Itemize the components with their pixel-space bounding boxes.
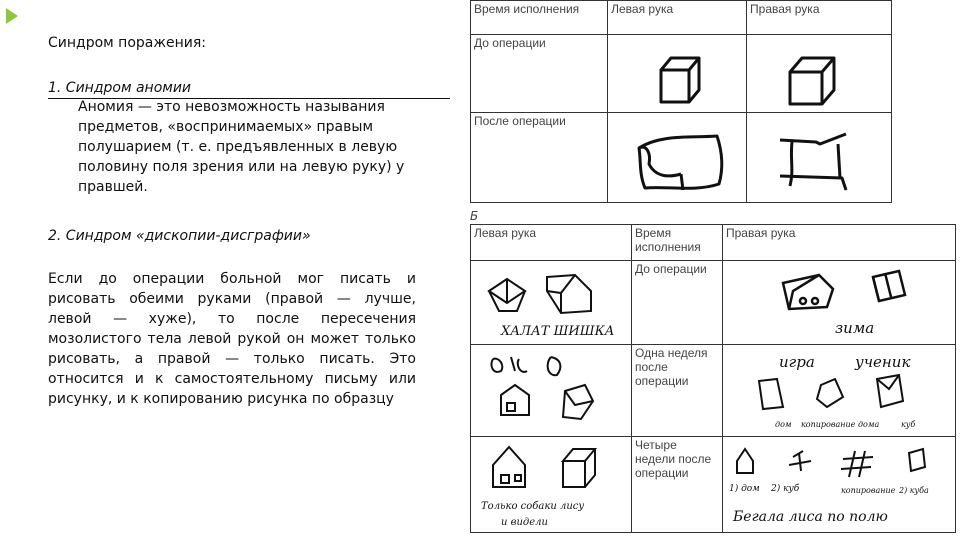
figb-header-left: Левая рука: [471, 225, 632, 261]
figb-r3-caption-3: копирование: [841, 486, 896, 495]
house-drawings-icon: [471, 261, 629, 343]
figb-header-right: Правая рука: [723, 225, 956, 261]
cube-drawing-icon: [750, 36, 886, 108]
dyscopia-paragraph: Если до операции больной мог писать и рисовать обеими руками (правой — лучше, левой — хуже), то после пересечения мозолистого тела левой рукой он может только рисовать, а правой — только писать. Это относится и к самостоятельному письму или рисунку, и к копированию рисунка по образцу: [48, 271, 416, 407]
accent-triangle-icon: [6, 8, 18, 24]
house-drawings-icon: [471, 437, 629, 531]
figa-row-after: После операции: [471, 113, 608, 203]
figa-header-left: Левая рука: [608, 1, 747, 35]
figb-r3-left-text-a: Только собаки лису: [481, 501, 585, 512]
figa-row-before: До операции: [471, 35, 608, 113]
section-anomia: [48, 80, 448, 197]
figb-r2-right-text-a: игра: [779, 353, 815, 371]
figb-r1-left: [471, 261, 632, 345]
figb-r2-caption-2: копирование дома: [801, 420, 880, 429]
figb-r3-left: [471, 437, 632, 533]
figa-cube-right-before: [747, 35, 892, 113]
figb-r3-caption-1: 1) дом: [729, 484, 760, 494]
cube-drawing-icon: [611, 36, 741, 108]
section-anomia-title: 1. Синдром аномии: [48, 80, 450, 99]
figb-row-week: Одна неделя после операции: [632, 345, 723, 437]
figa-header-right: Правая рука: [747, 1, 892, 35]
figb-row-four-weeks: Четыре недели после операции: [632, 437, 723, 533]
figb-r3-right-text: Бегала лиса по полю: [733, 509, 888, 525]
figb-r3-right: [723, 437, 956, 533]
house-drawings-icon: [723, 437, 953, 531]
figb-r3-caption-2: 2) куб: [771, 484, 800, 494]
house-drawings-icon: [471, 345, 629, 435]
figure-b: [470, 210, 960, 540]
house-drawings-icon: [723, 345, 953, 435]
figb-r1-right: [723, 261, 956, 345]
figb-r1-left-text: ХАЛАТ ШИШКА: [501, 324, 615, 339]
figure-a: [470, 0, 892, 208]
figb-r2-left: [471, 345, 632, 437]
figa-header-time: Время исполнения: [471, 1, 608, 35]
figa-cube-right-after: [747, 113, 892, 203]
figb-r2-caption-1: дом: [775, 420, 792, 429]
figb-r2-caption-3: куб: [901, 420, 916, 429]
section-dyscopia-title: 2. Синдром «дископии-дисграфии»: [48, 228, 311, 244]
figb-row-before: До операции: [632, 261, 723, 345]
section-anomia-body: Аномия — это невозможность называния предметов, «воспринимаемых» правым полушарием (т. е. предъявленных в левую половину поля зрения или на левую руку) у правшей.: [78, 99, 405, 195]
figb-r3-caption-4: 2) куба: [899, 486, 929, 495]
distorted-cube-drawing-icon: [611, 114, 741, 198]
page-heading: Синдром поражения:: [48, 35, 206, 51]
figb-r2-right-text-b: ученик: [855, 353, 911, 371]
figb-header-time: Время исполнения: [632, 225, 723, 261]
figb-r1-right-text: зима: [835, 319, 875, 337]
figb-r2-right: [723, 345, 956, 437]
figa-cube-left-before: [608, 35, 747, 113]
distorted-cube-drawing-icon: [750, 114, 886, 198]
figa-cube-left-after: [608, 113, 747, 203]
figure-b-letter: Б: [470, 209, 479, 223]
figb-r3-left-text-b: и видели: [501, 517, 548, 528]
house-drawings-icon: [723, 261, 953, 343]
